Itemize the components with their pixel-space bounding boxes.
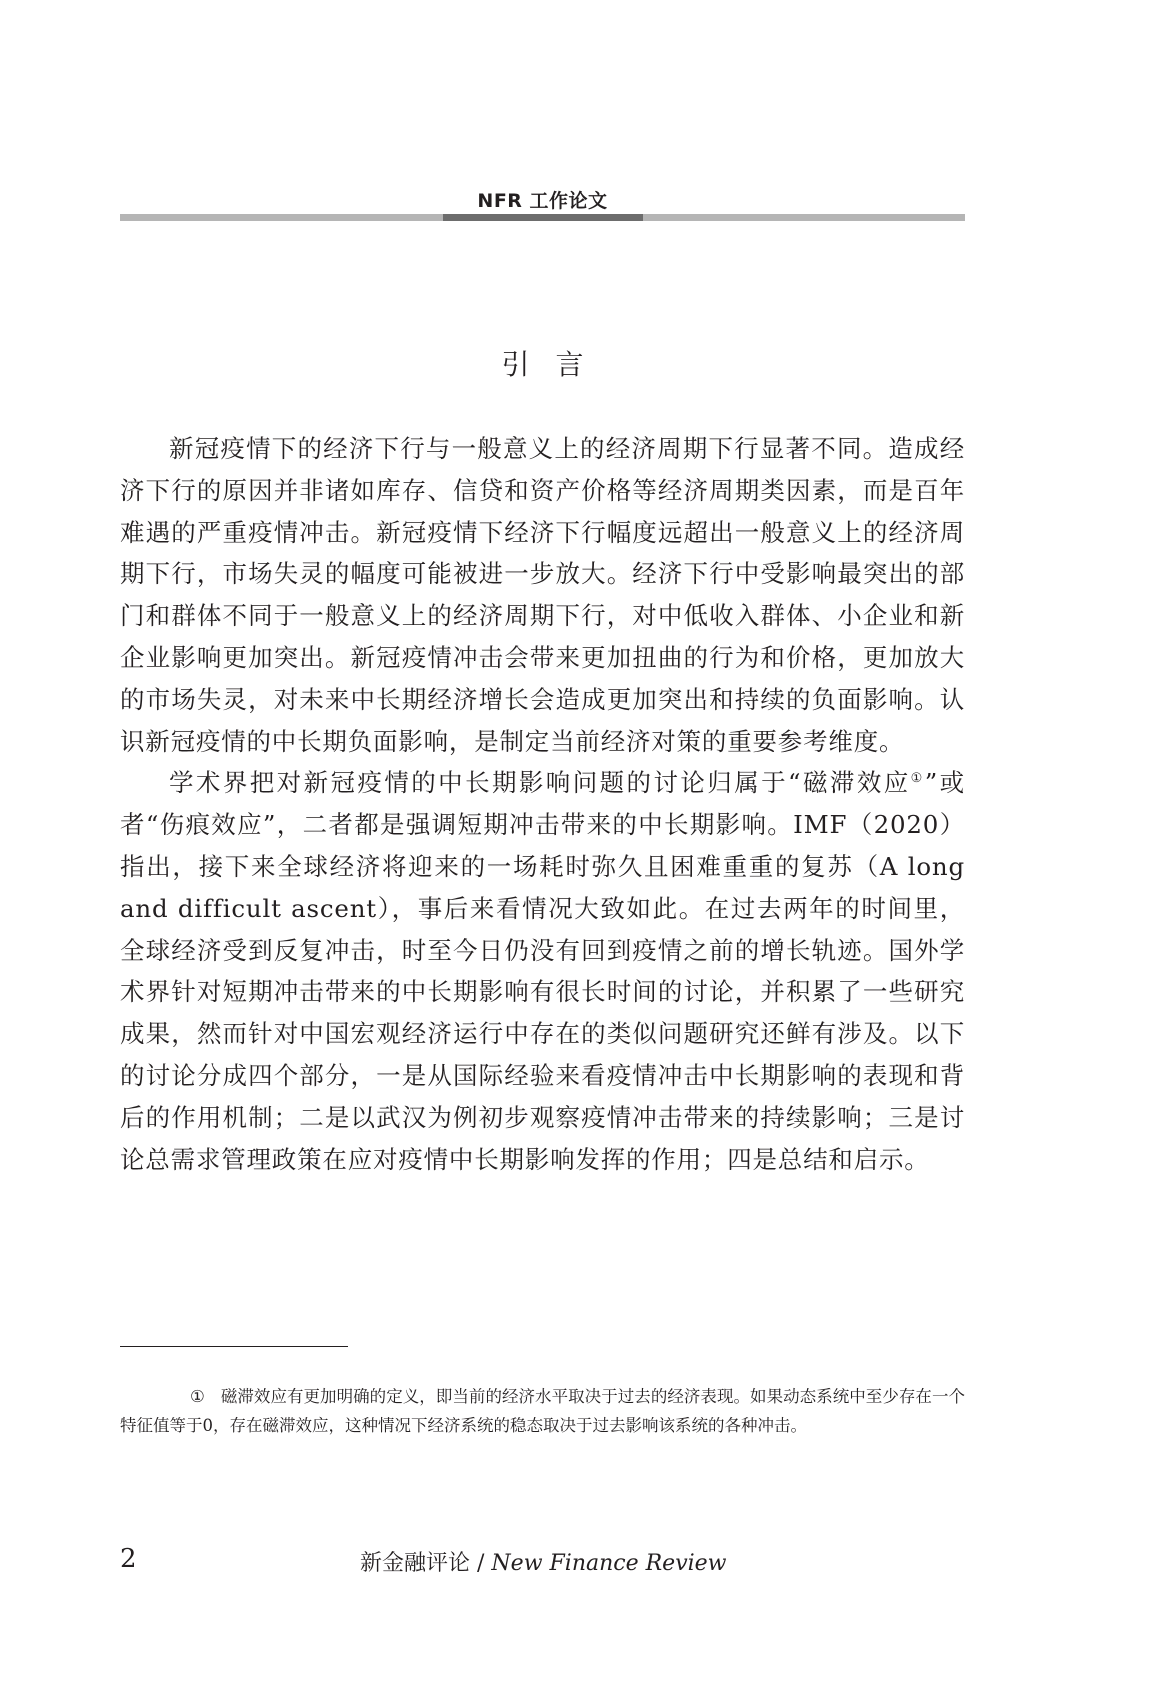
footnote (120, 1382, 965, 1440)
section-title: 引言 (501, 348, 610, 381)
running-header-title: NFR 工作论文 (477, 190, 608, 212)
paragraph-2-part-1: 学术界把对新冠疫情的中长期影响问题的讨论归属于“磁滞效应 (169, 768, 911, 798)
journal-name-cn: 新金融评论 (360, 1551, 471, 1576)
journal-name-separator: / (470, 1551, 492, 1576)
paragraph-2-part-2: ”或者“伤痕效应”，二者都是强调短期冲击带来的中长期影响。IMF（2020）指出，接下来全球经济将迎来的一场耗时弥久且困难重重的复苏（A long and difficult ascent），事后来看情况大致如此。在过去两年的时间里，全球经济受到反复冲击，时至今日仍没有回到疫情之前的增长轨迹。国外学术界针对短期冲击带来的中长期影响有很长时间的讨论，并积累了一些研究成果，然而针对中国宏观经济运行中存在的类似问题研究还鲜有涉及。以下的讨论分成四个部分，一是从国际经验来看疫情冲击中长期影响的表现和背后的作用机制；二是以武汉为例初步观察疫情冲击带来的持续影响；三是讨论总需求管理政策在应对疫情中长期影响发挥的作用；四是总结和启示。 (120, 768, 965, 1174)
journal-name-en: New Finance Review (491, 1551, 727, 1576)
journal-name (360, 1546, 727, 1577)
footnote-text: 磁滞效应有更加明确的定义，即当前的经济水平取决于过去的经济表现。如果动态系统中至少存在一个特征值等于0，存在磁滞效应，这种情况下经济系统的稳态取决于过去影响该系统的各种冲击。 (120, 1387, 965, 1435)
page-number: 2 (120, 1544, 137, 1574)
footnote-marker: ① (190, 1387, 205, 1406)
paragraph-1: 新冠疫情下的经济下行与一般意义上的经济周期下行显著不同。造成经济下行的原因并非诸如库存、信贷和资产价格等经济周期类因素，而是百年难遇的严重疫情冲击。新冠疫情下经济下行幅度远超出一般意义上的经济周期下行，市场失灵的幅度可能被进一步放大。经济下行中受影响最突出的部门和群体不同于一般意义上的经济周期下行，对中低收入群体、小企业和新企业影响更加突出。新冠疫情冲击会带来更加扭曲的行为和价格，更加放大的市场失灵，对未来中长期经济增长会造成更加突出和持续的负面影响。认识新冠疫情的中长期负面影响，是制定当前经济对策的重要参考维度。 (120, 434, 965, 756)
footnote-reference[interactable]: ① (910, 771, 925, 787)
paragraph-2 (120, 762, 965, 1180)
header-rule-accent (443, 214, 643, 221)
header-rule (120, 214, 965, 221)
footnote-separator (120, 1346, 348, 1347)
body-text (120, 428, 965, 1180)
